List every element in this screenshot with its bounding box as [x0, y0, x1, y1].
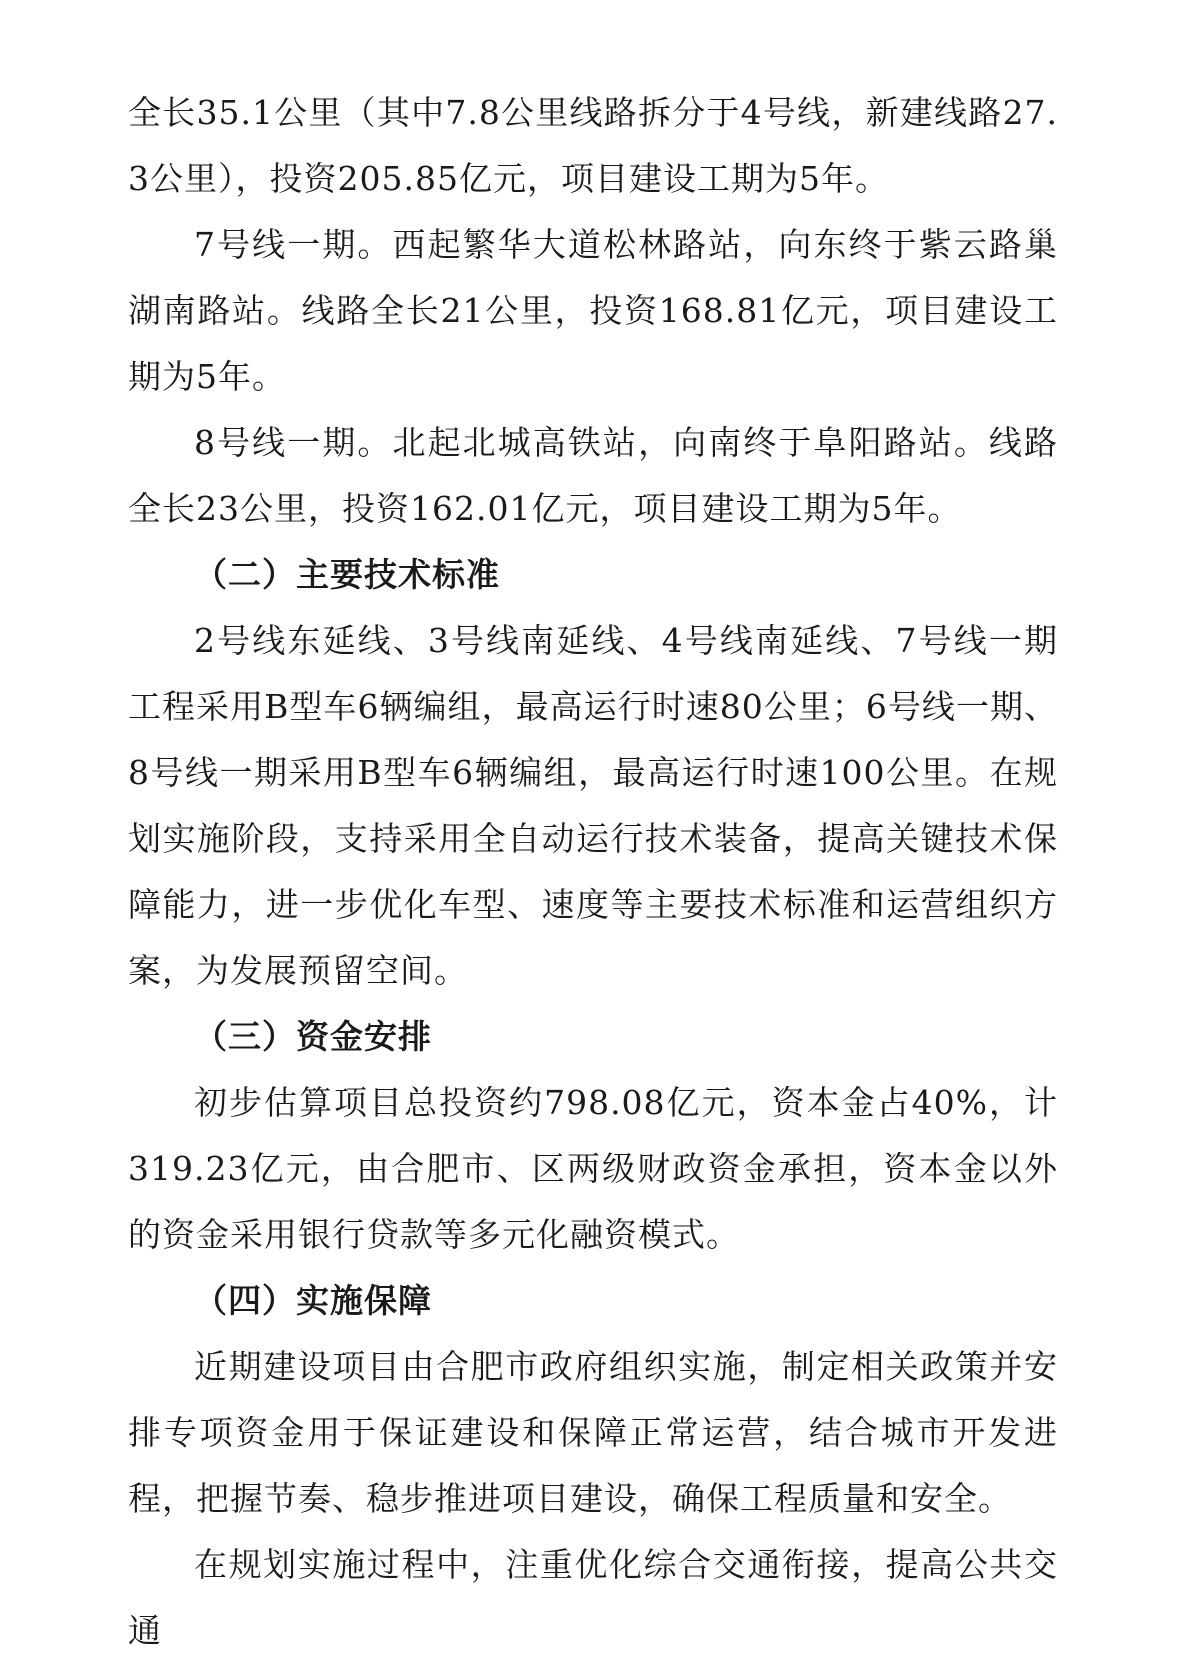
- heading-implementation: （四）实施保障: [194, 1281, 432, 1320]
- paragraph-line8-phase1: 8号线一期。北起北城高铁站，向南终于阜阳路站。线路全长23公里，投资162.01亿元，项目建设工期为5年。: [128, 423, 1058, 528]
- paragraph-line7-phase1: 7号线一期。西起繁华大道松林路站，向东终于紫云路巢湖南路站。线路全长21公里，投资168.81亿元，项目建设工期为5年。: [128, 225, 1058, 396]
- document-body: [128, 80, 1058, 1664]
- paragraph-line6-summary: 全长35.1公里（其中7.8公里线路拆分于4号线，新建线路27.3公里），投资205.85亿元，项目建设工期为5年。: [128, 93, 1058, 198]
- paragraph-technical-standards: 2号线东延线、3号线南延线、4号线南延线、7号线一期工程采用B型车6辆编组，最高运行时速80公里；6号线一期、8号线一期采用B型车6辆编组，最高运行时速100公里。在规划实施阶段，支持采用全自动运行技术装备，提高关键技术保障能力，进一步优化车型、速度等主要技术标准和运营组织方案，为发展预留空间。: [128, 621, 1058, 990]
- heading-funding: （三）资金安排: [194, 1017, 432, 1056]
- heading-technical-standards: （二）主要技术标准: [194, 555, 500, 594]
- paragraph-transport-integration: 在规划实施过程中，注重优化综合交通衔接，提高公共交通: [128, 1545, 1058, 1650]
- paragraph-implementation: 近期建设项目由合肥市政府组织实施，制定相关政策并安排专项资金用于保证建设和保障正常运营，结合城市开发进程，把握节奏、稳步推进项目建设，确保工程质量和安全。: [128, 1347, 1058, 1518]
- paragraph-funding: 初步估算项目总投资约798.08亿元，资本金占40%，计319.23亿元，由合肥市、区两级财政资金承担，资本金以外的资金采用银行贷款等多元化融资模式。: [128, 1083, 1058, 1254]
